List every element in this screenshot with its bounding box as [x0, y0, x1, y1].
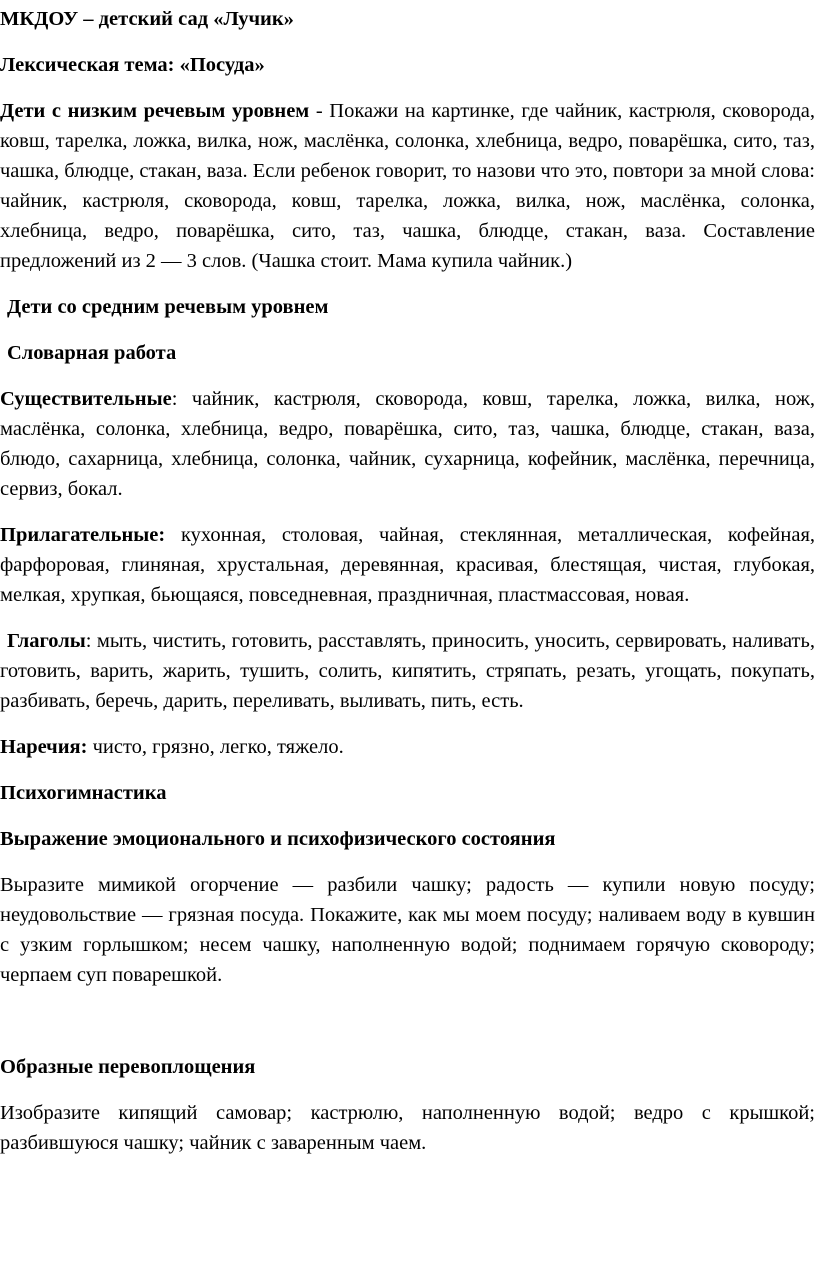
- nouns-paragraph: [0, 384, 816, 504]
- low-level-text: - Покажи на картинке, где чайник, кастрюля, сковорода, ковш, тарелка, ложка, вилка, нож, маслёнка, солонка, хлебница, ведро, поварёшка, сито, таз, чашка, блюдце, стакан, ваза. Если ребенок говорит, то назови что это, повтори за мной слова: чайник, кастрюля, сковорода, ковш, тарелка, ложка, вилка, нож, маслёнка, солонка, хлебница, ведро, поварёшка, сито, таз, чашка, блюдце, стакан, ваза. Составление предложений из 2 — 3 слов. (Чашка стоит. Мама купила чайник.): [0, 100, 815, 272]
- adjectives-label: Прилагательные:: [0, 524, 166, 546]
- nouns-label: Существительные: [0, 388, 172, 410]
- org-title: МКДОУ – детский сад «Лучик»: [0, 8, 294, 30]
- adjectives-text: кухонная, столовая, чайная, стеклянная, металлическая, кофейная, фарфоровая, глиняная, хрустальная, деревянная, красивая, блестящая, чистая, глубокая, мелкая, хрупкая, бьющаяся, повседневная, праздничная, пластмассовая, новая.: [0, 524, 815, 606]
- adverbs-text: чисто, грязно, легко, тяжело.: [87, 736, 344, 758]
- adverbs-paragraph: [0, 732, 816, 762]
- blank-spacer: [0, 1006, 816, 1052]
- vocabulary-heading: Словарная работа: [7, 342, 177, 364]
- imagery-text: Изобразите кипящий самовар; кастрюлю, наполненную водой; ведро с крышкой; разбившуюся чашку; чайник с заваренным чаем.: [0, 1102, 815, 1154]
- adverbs-label: Наречия:: [0, 736, 88, 758]
- nouns-text: : чайник, кастрюля, сковорода, ковш, тарелка, ложка, вилка, нож, маслёнка, солонка, хлебница, ведро, поварёшка, сито, таз, чашка, блюдце, стакан, ваза, блюдо, сахарница, хлебница, солонка, чайник, сухарница, кофейник, маслёнка, перечница, сервиз, бокал.: [0, 388, 815, 500]
- low-level-paragraph: [0, 96, 816, 276]
- psycho-subheading: Выражение эмоционального и психофизического состояния: [0, 828, 556, 850]
- verbs-label: Глаголы: [7, 630, 86, 652]
- imagery-heading: Образные перевоплощения: [0, 1056, 256, 1078]
- low-level-label: Дети с низким речевым уровнем: [0, 100, 310, 122]
- verbs-paragraph: [0, 626, 816, 716]
- verbs-text: : мыть, чистить, готовить, расставлять, приносить, уносить, сервировать, наливать, готовить, варить, жарить, тушить, солить, кипятить, стряпать, резать, угощать, покупать, разбивать, беречь, дарить, переливать, выливать, пить, есть.: [0, 630, 815, 712]
- psycho-text: Выразите мимикой огорчение — разбили чашку; радость — купили новую посуду; неудовольствие — грязная посуда. Покажите, как мы моем посуду; наливаем воду в кувшин с узким горлышком; несем чашку, наполненную водой; поднимаем горячую сковороду; черпаем суп поварешкой.: [0, 874, 815, 986]
- adjectives-paragraph: [0, 520, 816, 610]
- psycho-heading: Психогимнастика: [0, 782, 167, 804]
- lexical-topic: Лексическая тема: «Посуда»: [0, 54, 265, 76]
- middle-level-heading: Дети со средним речевым уровнем: [7, 296, 329, 318]
